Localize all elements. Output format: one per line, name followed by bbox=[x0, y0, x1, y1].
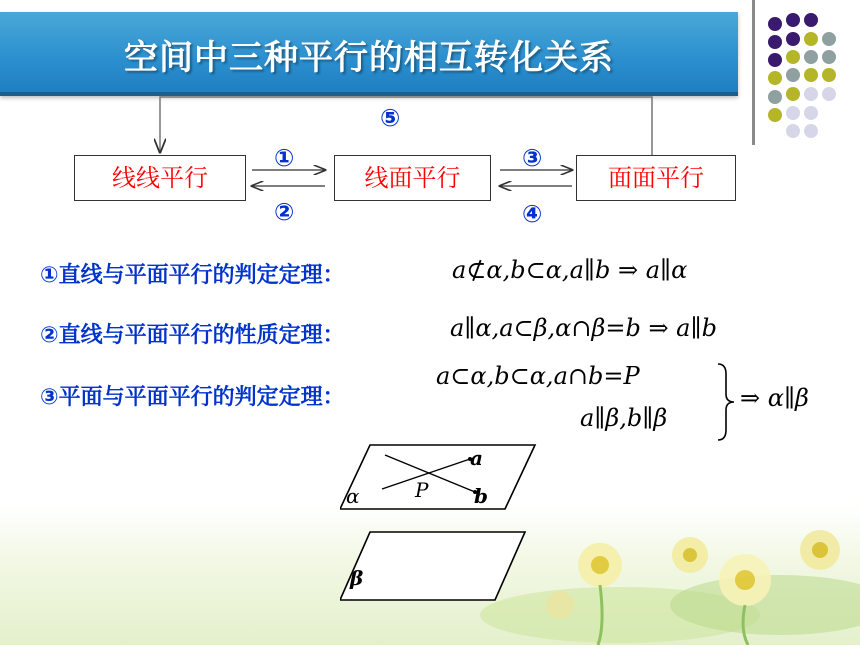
theorem-3-label: ③平面与平面平行的判定定理： bbox=[40, 385, 345, 410]
box-line-plane-parallel: 线面平行 bbox=[334, 155, 491, 201]
plane-beta-figure bbox=[340, 528, 540, 608]
label-num-5: ⑤ bbox=[380, 104, 401, 132]
plane-beta bbox=[340, 532, 525, 600]
label-point-p: P bbox=[415, 478, 429, 502]
theorem-3-line1: a⊂α,b⊂α,a∩b=P bbox=[436, 362, 640, 390]
theorem-2-label: ②直线与平面平行的性质定理： bbox=[40, 323, 345, 348]
theorem-3-line2: a∥β,b∥β bbox=[580, 404, 668, 432]
slide-title: 空间中三种平行的相互转化关系 bbox=[124, 38, 614, 78]
box-plane-plane-parallel: 面面平行 bbox=[576, 155, 736, 201]
label-alpha: α bbox=[346, 484, 360, 508]
label-beta: β bbox=[350, 566, 364, 590]
label-num-3: ③ bbox=[522, 144, 543, 172]
theorem-3-brace bbox=[716, 362, 736, 442]
arrow-5 bbox=[160, 97, 652, 155]
theorem-1-label: ①直线与平面平行的判定定理： bbox=[40, 263, 345, 288]
label-num-2: ② bbox=[274, 198, 295, 226]
theorem-3-result: ⇒ α∥β bbox=[740, 384, 809, 412]
label-num-1: ① bbox=[274, 144, 295, 172]
label-line-b: b bbox=[474, 484, 488, 508]
label-line-a: a bbox=[470, 446, 483, 470]
theorem-1-formula: a⊄α,b⊂α,a∥b ⇒ a∥α bbox=[452, 256, 688, 284]
box-line-line-parallel: 线线平行 bbox=[74, 155, 246, 201]
label-num-4: ④ bbox=[522, 200, 543, 228]
theorem-2-formula: a∥α,a⊂β,α∩β=b ⇒ a∥b bbox=[450, 314, 717, 342]
